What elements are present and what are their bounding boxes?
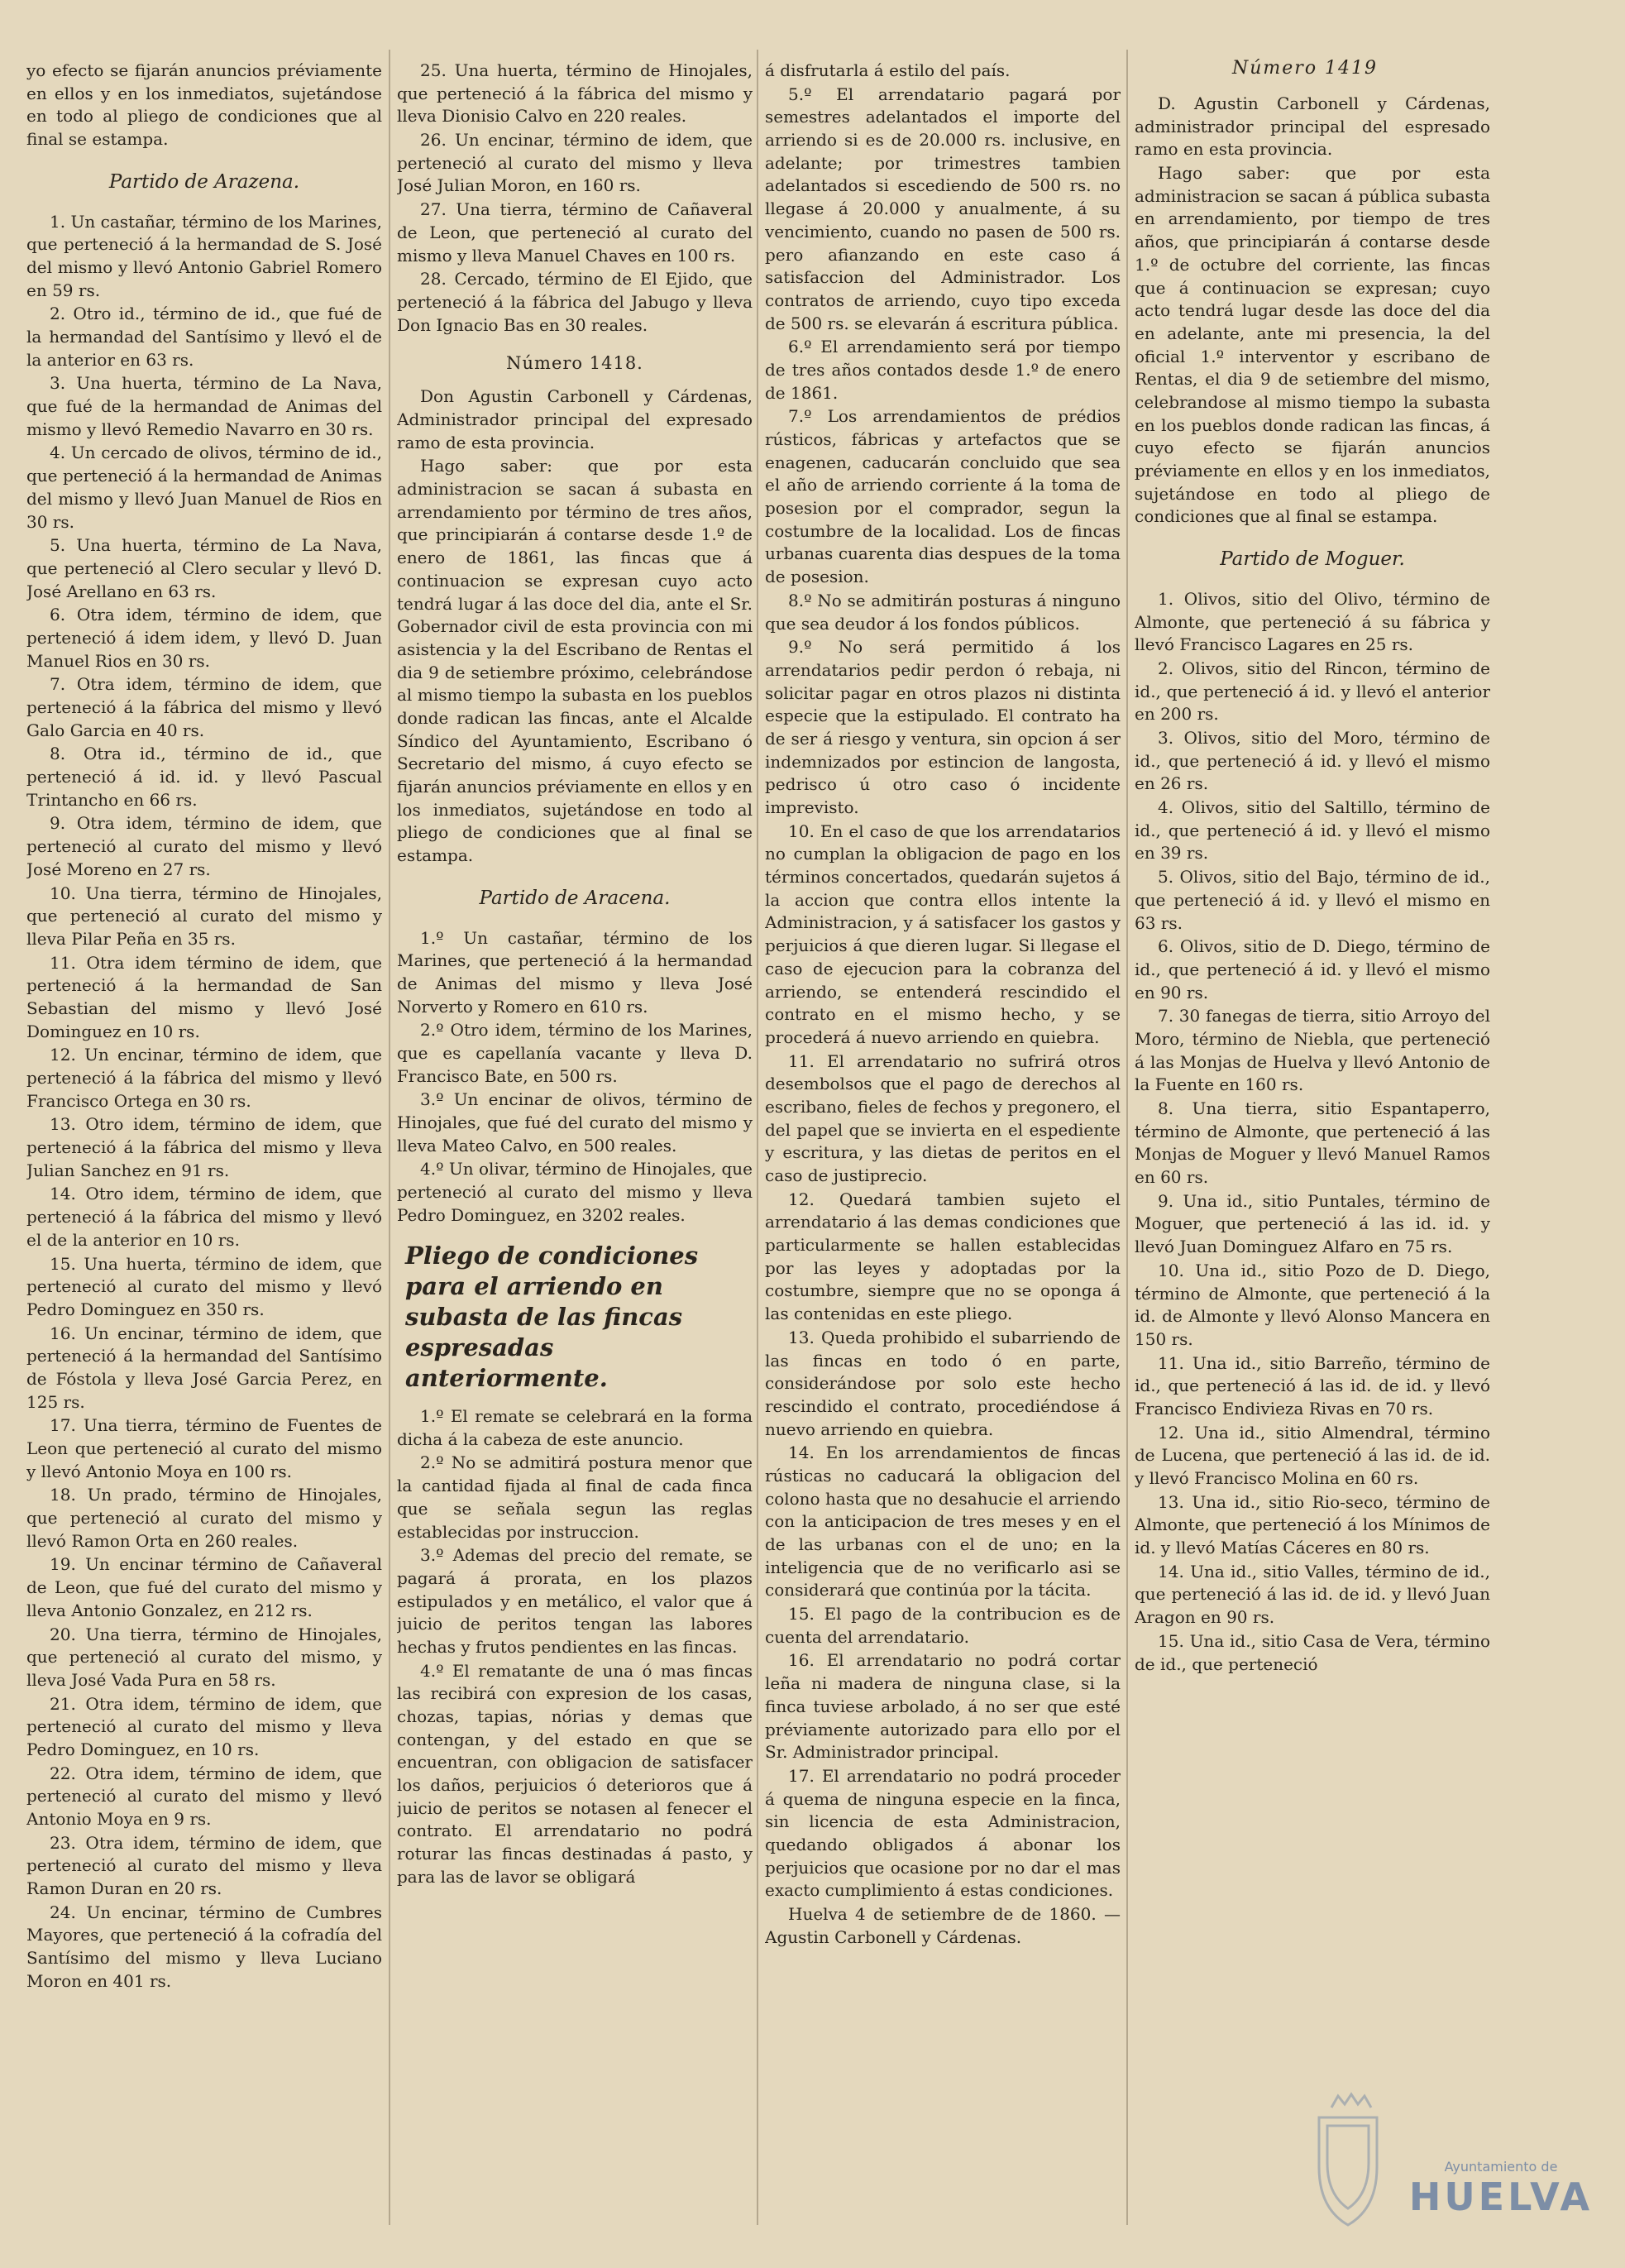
list-item: 3. Una huerta, término de La Nava, que fué de la hermandad de Animas del mismo y llevó Remedio Navarro en 30 rs. [26,373,382,439]
list-item: 1. Un castañar, término de los Marines, que perteneció á la hermandad de S. José del mismo y llevó Antonio Gabriel Romero en 59 rs. [26,211,382,300]
property-list [1135,588,1490,1676]
conditions-list [397,1405,753,1888]
list-item: 8. Una tierra, sitio Espantaperro, término de Almonte, que perteneció á las Monjas de Moguer y llevó Manuel Ramos en 60 rs. [1135,1098,1490,1188]
list-item: 10. Una id., sitio Pozo de D. Diego, término de Almonte, que perteneció á la id. de Almonte y llevó Alonso Mancera en 150 rs. [1135,1260,1490,1349]
watermark [1398,2159,1604,2219]
condition-item: 11. El arrendatario no sufrirá otros desembolsos que el pago de derechos al escribano, fieles de fechos y pregonero, el del papel que se invierta en el espediente y escritura, y las dietas de peritos en el caso de justiprecio. [765,1050,1121,1185]
list-item: 4.º Un olivar, término de Hinojales, que perteneció al curato del mismo y lleva Pedro Dominguez, en 3202 reales. [397,1159,753,1225]
list-item: 2. Olivos, sitio del Rincon, término de id., que perteneció á id. y llevó el anterior en 200 rs. [1135,658,1490,725]
list-item: 9. Una id., sitio Puntales, término de Moguer, que perteneció á las id. id. y llevó Juan Dominguez Alfaro en 75 rs. [1135,1190,1490,1257]
conditions-list [765,84,1121,1902]
list-item: 23. Otra idem, término de idem, que perteneció al curato del mismo y lleva Ramon Duran en 20 rs. [26,1832,382,1899]
column-rule [757,50,758,2225]
list-item: 4. Olivos, sitio del Saltillo, término de id., que perteneció á id. y llevó el mismo en 39 rs. [1135,797,1490,864]
list-item: 11. Otra idem término de idem, que perteneció á la hermandad de San Sebastian del mismo y llevó José Dominguez en 10 rs. [26,952,382,1041]
condition-item: 12. Quedará tambien sujeto el arrendatario á las demas condiciones que particularmente se hallen establecidas por las leyes y adoptadas por la costumbre, siempre que no se oponga á las contenidas en este pliego. [765,1189,1121,1324]
list-item: 19. Un encinar término de Cañaveral de Leon, que fué del curato del mismo y lleva Antonio Gonzalez, en 212 rs. [26,1554,382,1620]
list-item: 13. Una id., sitio Rio-seco, término de Almonte, que perteneció á los Mínimos de id. y llevó Matías Cáceres en 80 rs. [1135,1491,1490,1558]
list-item: 13. Otro idem, término de idem, que perteneció á la fábrica del mismo y lleva Julian Sanchez en 91 rs. [26,1114,382,1180]
column-1 [26,60,382,2235]
conditions-heading: Pliego de condiciones para el arriendo en subasta de las fincas espresadas anteriormente. [405,1241,699,1392]
list-item: 18. Un prado, término de Hinojales, que perteneció al curato del mismo y llevó Ramon Orta en 260 reales. [26,1485,382,1551]
column-rule [1126,50,1128,2225]
page-number: Número 1419 [1232,58,1379,79]
list-item: 6. Olivos, sitio de D. Diego, término de id., que perteneció á id. y llevó el mismo en 90 rs. [1135,936,1490,1002]
list-item: 7. 30 fanegas de tierra, sitio Arroyo del Moro, término de Niebla, que perteneció á las Monjas de Huelva y llevó Antonio de la Fuente en 160 rs. [1135,1006,1490,1095]
condition-item: 3.º Ademas del precio del remate, se pagará á prorata, en los plazos estipulados y en metálico, el valor que á juicio de peritos tengan las labores hechas y frutos pendientes en las fincas. [397,1545,753,1657]
condition-item: 7.º Los arrendamientos de prédios rústicos, fábricas y artefactos que se enagenen, caducarán concluido que sea el año de arriendo corriente á la toma de posesion por el comprador, segun la costumbre de la localidad. Los de fincas urbanas cuarenta dias despues de la toma de posesion. [765,406,1121,587]
list-item: 10. Una tierra, término de Hinojales, que perteneció al curato del mismo y lleva Pilar Peña en 35 rs. [26,883,382,949]
announcement-paragraph: Hago saber: que por esta administracion se sacan á subasta en arrendamiento por término de tres años, que principiarán á contarse desde 1.º de enero de 1861, las fincas que á continuacion se expresan cuyo acto tendrá lugar á las doce del dia, ante el Sr. Gobernador civil de esta provincia con mi asistencia y la del Escribano de Rentas el dia 9 de setiembre próximo, celebrándose al mismo tiempo la subasta en los pueblos donde radican las fincas, ante el Alcalde Síndico del Ayuntamiento, Escribano ó Secretario del mismo, á cuyo efecto se fijarán anuncios préviamente en ellos y en los inmediatos, sujetándose en todo al pliego de condiciones que al final se estampa. [397,456,753,866]
list-item: 12. Un encinar, término de idem, que perteneció á la fábrica del mismo y llevó Francisco Ortega en 30 rs. [26,1045,382,1111]
list-item: 2. Otro id., término de id., que fué de la hermandad del Santísimo y llevó el de la anterior en 63 rs. [26,304,382,370]
official-intro: Don Agustin Carbonell y Cárdenas, Administrador principal del expresado ramo de esta provincia. [397,386,753,452]
watermark-subtitle: Ayuntamiento de [1444,2159,1558,2175]
continued-paragraph: á disfrutarla á estilo del país. [765,60,1011,80]
condition-item: 9.º No será permitido á los arrendatarios pedir perdon ó rebaja, ni solicitar pagar en otros plazos ni distinta especie que la estipulado. El contrato ha de ser á riesgo y ventura, sin opcion á ser indemnizados por estincion de langosta, pedrisco ú otro caso ó incidente imprevisto. [765,637,1121,817]
list-item: 26. Un encinar, término de idem, que perteneció al curato del mismo y lleva José Julian Moron, en 160 rs. [397,130,753,196]
list-item: 17. Una tierra, término de Fuentes de Leon que perteneció al curato del mismo y llevó Antonio Moya en 100 rs. [26,1415,382,1481]
list-item: 11. Una id., sitio Barreño, término de id., que perteneció á las id. de id. y llevó Francisco Endivieza Rivas en 70 rs. [1135,1352,1490,1419]
list-item: 25. Una huerta, término de Hinojales, que perteneció á la fábrica del mismo y lleva Dionisio Calvo en 220 reales. [397,60,753,127]
column-2 [397,60,753,2235]
official-intro: D. Agustin Carbonell y Cárdenas, administrador principal del espresado ramo en esta provincia. [1135,93,1490,160]
list-item: 15. Una id., sitio Casa de Vera, término de id., que perteneció [1135,1630,1490,1674]
column-rule [389,50,390,2225]
property-list [397,927,753,1227]
list-item: 2.º Otro idem, término de los Marines, que es capellanía vacante y lleva D. Francisco Bate, en 500 rs. [397,1020,753,1086]
condition-item: 16. El arrendatario no podrá cortar leña ni madera de ninguna clase, si la finca tuviese arbolado, á no ser que esté préviamente autorizado para ello por el Sr. Administrador principal. [765,1650,1121,1763]
condition-item: 6.º El arrendamiento será por tiempo de tres años contados desde 1.º de enero de 1861. [765,337,1121,403]
property-list [26,211,382,1993]
condition-item: 5.º El arrendatario pagará por semestres adelantados el importe del arriendo si es de 20.000 rs. inclusive, en adelante; por trimestres tambien adelantados si escediendo de 500 rs. no llegase á 20.000 y anualmente, á su vencimiento, cuando no pasen de 500 rs. pero afianzando en este caso á satisfaccion del Administrador. Los contratos de arriendo, cuyo tipo exceda de 500 rs. se elevarán á escritura pública. [765,84,1121,333]
list-item: 16. Un encinar, término de idem, que perteneció á la hermandad del Santísimo de Fóstola y lleva José Garcia Perez, en 125 rs. [26,1323,382,1412]
announcement-paragraph: Hago saber: que por esta administracion se sacan á pública subasta en arrendamiento, por tiempo de tres años, que principiarán á contarse desde 1.º de octubre del corriente, las fincas que á continuacion se expresan; cuyo acto tendrá lugar desde las doce del dia en adelante, ante mi presencia, la del oficial 1.º interventor y escribano de Rentas, el dia 9 de setiembre del mismo, celebrandose al mismo tiempo la subasta en los pueblos donde radican las fincas, á cuyo efecto se fijarán anuncios préviamente en ellos y en los inmediatos, sujetándose en todo al pliego de condiciones que al final se estampa. [1135,163,1490,527]
condition-item: 10. En el caso de que los arrendatarios no cumplan la obligacion de pago en los términos concertados, quedarán sujetos á la accion que contra ellos intente la Administracion, y á satisfacer los gastos y perjuicios á que dieren lugar. Si llegase el caso de ejecucion para la cobranza del arriendo, se entenderá rescindido el contrato en el mismo hecho, y se procederá á nuevo arriendo en quiebra. [765,821,1121,1047]
condition-item: 2.º No se admitirá postura menor que la cantidad fijada al final de cada finca que se señala segun las reglas establecidas por instruccion. [397,1452,753,1542]
list-item: 14. Otro idem, término de idem, que perteneció á la fábrica del mismo y llevó el de la anterior en 10 rs. [26,1184,382,1250]
list-item: 15. Una huerta, término de idem, que perteneció al curato del mismo y llevó Pedro Dominguez en 350 rs. [26,1253,382,1319]
notice-number-heading: Número 1418. [506,353,643,374]
condition-item: 17. El arrendatario no podrá proceder á quema de ninguna especie en la finca, sin licencia de esta Administracion, quedando obligados á abonar los perjuicios que ocasione por no dar el mas exacto cumplimiento á estas condiciones. [765,1765,1121,1901]
list-item: 1. Olivos, sitio del Olivo, término de Almonte, que perteneció á su fábrica y llevó Francisco Lagares en 25 rs. [1135,588,1490,655]
condition-item: 14. En los arrendamientos de fincas rústicas no caducará la obligacion del colono hasta que no desahucie el arriendo con la anticipacion de tres meses y en el de las urbanas con el de uno; en la inteligencia que de no verificarlo asi se considerará que continúa por la tácita. [765,1443,1121,1601]
list-item: 5. Olivos, sitio del Bajo, término de id., que perteneció á id. y llevó el mismo en 63 rs. [1135,867,1490,933]
list-item: 3. Olivos, sitio del Moro, término de id., que perteneció á id. y llevó el mismo en 26 rs. [1135,728,1490,794]
condition-item: 4.º El rematante de una ó mas fincas las recibirá con expresion de los casas, chozas, tapias, nórias y demas que contengan, y del estado en que se encuentran, con obligacion de satisfacer los daños, perjuicios ó deterioros que á juicio de peritos se notasen al fenecer el contrato. El arrendatario no podrá roturar las fincas destinadas á pasto, y para las de lavor se obligará [397,1660,753,1887]
list-item: 22. Otra idem, término de idem, que perteneció al curato del mismo y llevó Antonio Moya en 9 rs. [26,1763,382,1830]
list-item: 3.º Un encinar de olivos, término de Hinojales, que fué del curato del mismo y lleva Mateo Calvo, en 500 reales. [397,1089,753,1156]
watermark-title: HUELVA [1408,2175,1594,2219]
property-list [397,60,753,337]
list-item: 21. Otra idem, término de idem, que perteneció al curato del mismo y lleva Pedro Dominguez, en 10 rs. [26,1693,382,1759]
condition-item: 8.º No se admitirán posturas á ninguno que sea deudor á los fondos públicos. [765,590,1121,634]
signature-line: Huelva 4 de setiembre de de 1860. — Agustin Carbonell y Cárdenas. [765,1904,1121,1947]
list-item: 8. Otra id., término de id., que perteneció á id. id. y llevó Pascual Trintancho en 66 rs. [26,744,382,810]
list-item: 7. Otra idem, término de idem, que perteneció á la fábrica del mismo y llevó Galo Garcia en 40 rs. [26,674,382,740]
list-item: 4. Un cercado de olivos, término de id., que perteneció á la hermandad de Animas del mismo y llevó Juan Manuel de Rios en 30 rs. [26,443,382,532]
list-item: 28. Cercado, término de El Ejido, que perteneció á la fábrica del Jabugo y lleva Don Ignacio Bas en 30 reales. [397,269,753,335]
section-heading-aracena: Partido de Aracena. [479,887,671,909]
list-item: 24. Un encinar, término de Cumbres Mayores, que perteneció á la cofradía del Santísimo del mismo y lleva Luciano Moron en 401 rs. [26,1902,382,1991]
list-item: 9. Otra idem, término de idem, que perteneció al curato del mismo y llevó José Moreno en 27 rs. [26,813,382,879]
column-3 [765,60,1121,2235]
condition-item: 13. Queda prohibido el subarriendo de las fincas en todo ó en parte, considerándose por solo este hecho rescindido el contrato, procediéndose á nuevo arriendo en quiebra. [765,1327,1121,1439]
list-item: 12. Una id., sitio Almendral, término de Lucena, que perteneció á las id. de id. y llevó Francisco Molina en 60 rs. [1135,1422,1490,1489]
list-item: 27. Una tierra, término de Cañaveral de Leon, que perteneció al curato del mismo y lleva Manuel Chaves en 100 rs. [397,199,753,266]
list-item: 5. Una huerta, término de La Nava, que perteneció al Clero secular y llevó D. José Arellano en 63 rs. [26,535,382,601]
section-heading-moguer: Partido de Moguer. [1220,548,1405,571]
continued-paragraph: yo efecto se fijarán anuncios préviamente en ellos y en los inmediatos, sujetándose en todo al pliego de condiciones que al final se estampa. [26,60,382,150]
condition-item: 1.º El remate se celebrará en la forma dicha á la cabeza de este anuncio. [397,1406,753,1449]
column-4 [1135,93,1490,2268]
condition-item: 15. El pago de la contribucion es de cuenta del arrendatario. [765,1604,1121,1647]
section-heading-arazena: Partido de Arazena. [108,170,300,193]
list-item: 6. Otra idem, término de idem, que perteneció á idem idem, y llevó D. Juan Manuel Rios en 30 rs. [26,605,382,671]
list-item: 20. Una tierra, término de Hinojales, que perteneció al curato del mismo, y lleva José Vada Pura en 58 rs. [26,1624,382,1690]
list-item: 1.º Un castañar, término de los Marines, que perteneció á la hermandad de Animas del mismo y lleva José Norverto y Romero en 610 rs. [397,927,753,1017]
list-item: 14. Una id., sitio Valles, término de id., que perteneció á las id. de id. y llevó Juan Aragon en 90 rs. [1135,1561,1490,1628]
